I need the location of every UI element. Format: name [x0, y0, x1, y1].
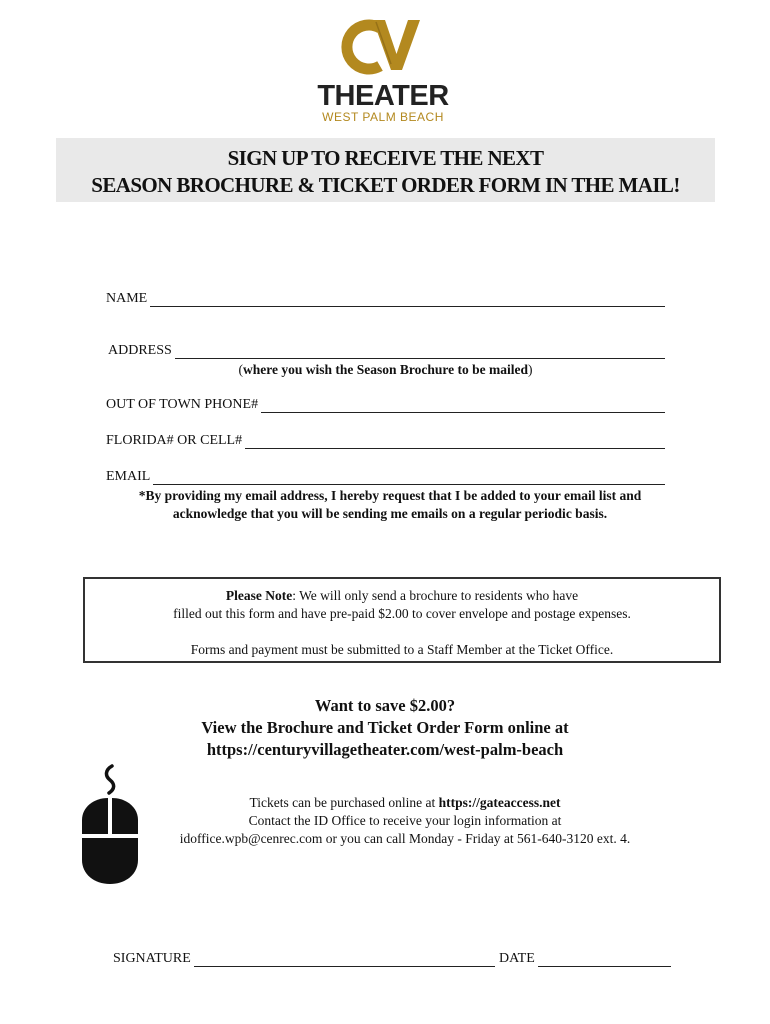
name-field[interactable]: [106, 291, 665, 307]
theater-logo: [0, 10, 770, 130]
out-of-town-phone-line[interactable]: [261, 400, 665, 413]
gateaccess-link[interactable]: https://gateaccess.net: [438, 795, 561, 810]
signature-label: SIGNATURE: [113, 951, 191, 966]
name-label: NAME: [106, 291, 148, 306]
date-field[interactable]: [499, 951, 671, 967]
email-disclaimer-line-1: *By providing my email address, I hereby request that I be added to your email list and: [138, 488, 642, 503]
address-label: ADDRESS: [108, 343, 172, 358]
email-line[interactable]: [153, 472, 665, 485]
tickets-info: [130, 794, 680, 848]
signup-banner: [56, 138, 715, 202]
tickets-line-3: idoffice.wpb@cenrec.com or you can call Monday - Friday at 561-640-3120 ext. 4.: [179, 831, 631, 846]
banner-line-1: SIGN UP TO RECEIVE THE NEXT: [227, 146, 544, 170]
logo-location: WEST PALM BEACH: [322, 110, 444, 124]
address-line[interactable]: [175, 346, 665, 359]
name-line[interactable]: [150, 294, 665, 307]
logo-wordmark: THEATER: [317, 80, 449, 112]
banner-line-2: SEASON BROCHURE & TICKET ORDER FORM IN THE MAIL!: [91, 173, 680, 197]
signature-field[interactable]: [113, 951, 495, 967]
address-hint: (where you wish the Season Brochure to be mailed): [238, 362, 533, 377]
out-of-town-phone-field[interactable]: [106, 397, 665, 413]
florida-phone-line[interactable]: [245, 436, 665, 449]
florida-phone-label: FLORIDA# OR CELL#: [106, 433, 243, 448]
tickets-line-1-pre: Tickets can be purchased online at: [249, 795, 439, 810]
note-line-1: [85, 587, 719, 605]
save-line-2: View the Brochure and Ticket Order Form online at: [201, 718, 569, 737]
cv-monogram-icon: [336, 14, 426, 76]
tickets-line-1: [130, 794, 680, 812]
date-line[interactable]: [538, 954, 671, 967]
save-url-link[interactable]: https://centuryvillagetheater.com/west-palm-beach: [206, 740, 564, 759]
florida-phone-field[interactable]: [106, 433, 665, 449]
save-line-1: Want to save $2.00?: [314, 696, 456, 715]
note-line-3: Forms and payment must be submitted to a Staff Member at the Ticket Office.: [190, 642, 614, 657]
email-field[interactable]: [106, 469, 665, 485]
date-label: DATE: [499, 951, 535, 966]
note-bold: Please Note: [225, 588, 293, 603]
email-disclaimer-line-2: acknowledge that you will be sending me emails on a regular periodic basis.: [172, 506, 608, 521]
address-hint-text: where you wish the Season Brochure to be mailed: [242, 362, 528, 377]
signature-line[interactable]: [194, 954, 495, 967]
email-disclaimer: [90, 487, 690, 523]
out-of-town-phone-label: OUT OF TOWN PHONE#: [106, 397, 259, 412]
please-note-box: [83, 577, 721, 663]
address-field[interactable]: [108, 343, 665, 359]
email-label: EMAIL: [106, 469, 151, 484]
save-section: [80, 695, 690, 761]
tickets-line-2: Contact the ID Office to receive your login information at: [248, 813, 562, 828]
note-line-2: filled out this form and have pre-paid $2.00 to cover envelope and postage expenses.: [173, 606, 631, 621]
note-line-1-rest: : We will only send a brochure to residents who have: [292, 588, 579, 603]
